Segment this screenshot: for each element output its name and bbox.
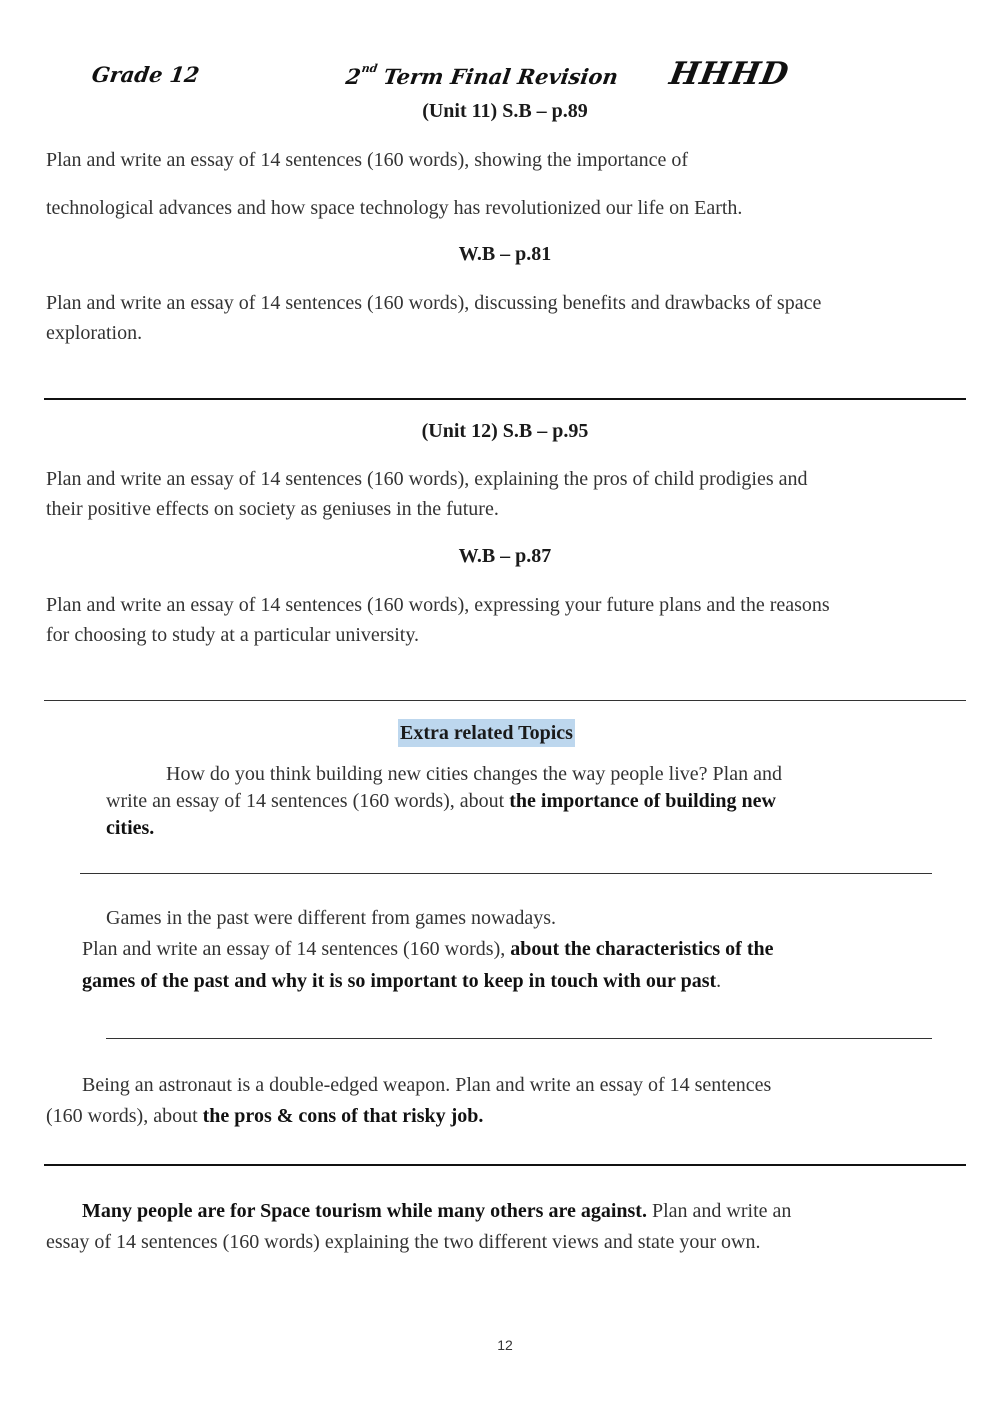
unit11-sb-line1: Plan and write an essay of 14 sentences (160 words), showing the importance of xyxy=(46,149,689,171)
topic1-line1: How do you think building new cities changes the way people live? Plan and xyxy=(166,763,782,785)
topic3-line2 xyxy=(46,1101,483,1131)
unit12-wb-title: W.B – p.87 xyxy=(458,545,552,567)
unit11-wb-line1: Plan and write an essay of 14 sentences (160 words), discussing benefits and drawbacks of space xyxy=(46,292,822,314)
header-logo-text: HHHD xyxy=(666,56,792,92)
section-divider-2 xyxy=(44,700,966,701)
topic2-line2-plain: Plan and write an essay of 14 sentences (160 words), xyxy=(82,938,511,960)
unit12-title: (Unit 12) S.B – p.95 xyxy=(421,420,589,442)
section-divider-1 xyxy=(44,398,966,400)
topic1-line2-plain: write an essay of 14 sentences (160 words), about xyxy=(106,790,510,812)
unit12-wb-line2: for choosing to study at a particular university. xyxy=(46,624,420,646)
unit12-wb-line1: Plan and write an essay of 14 sentences (160 words), expressing your future plans and the reasons xyxy=(46,594,830,616)
topic2-line2 xyxy=(82,934,774,964)
topic-divider-1 xyxy=(80,873,932,874)
topic3-line1: Being an astronaut is a double-edged weapon. Plan and write an essay of 14 sentences xyxy=(82,1074,772,1096)
unit12-sb-line2: their positive effects on society as geniuses in the future. xyxy=(46,498,499,520)
header-grade: Grade 12 xyxy=(90,62,201,87)
topic4-line1-bold: Many people are for Space tourism while many others are against. xyxy=(82,1200,647,1222)
topic1-line3-bold: cities. xyxy=(106,817,155,839)
topic4-line2: essay of 14 sentences (160 words) explaining the two different views and state your own. xyxy=(46,1231,761,1253)
topic2-line3-end: . xyxy=(716,970,722,992)
topic4-line1-plain: Plan and write an xyxy=(646,1200,792,1222)
unit11-title: (Unit 11) S.B – p.89 xyxy=(422,100,588,122)
topic4-line1 xyxy=(82,1196,791,1226)
unit11-wb-title: W.B – p.81 xyxy=(458,243,552,265)
topic2-line2-bold: about the characteristics of the xyxy=(510,938,774,960)
unit12-sb-line1: Plan and write an essay of 14 sentences (160 words), explaining the pros of child prodigies and xyxy=(46,468,808,490)
page-number: 12 xyxy=(497,1337,513,1353)
topic1-line2 xyxy=(106,786,776,816)
section-divider-3 xyxy=(44,1164,966,1166)
topic2-line3 xyxy=(82,966,721,996)
unit11-sb-line2: technological advances and how space technology has revolutionized our life on Earth. xyxy=(46,197,743,219)
topic-divider-2 xyxy=(106,1038,932,1039)
topic1-line3 xyxy=(106,813,154,843)
header-term-title xyxy=(344,64,619,89)
topic2-line1: Games in the past were different from games nowadays. xyxy=(106,907,557,929)
header-term-rest: Term Final Revision xyxy=(374,64,620,89)
unit11-wb-line2: exploration. xyxy=(46,322,143,344)
topic1-line2-bold: the importance of building new xyxy=(509,790,776,812)
header-term-number: 2 xyxy=(344,64,363,89)
topic3-line2-plain: (160 words), about xyxy=(46,1105,203,1127)
header-term-suffix: nd xyxy=(360,62,379,75)
topic2-line3-bold: games of the past and why it is so important to keep in touch with our past xyxy=(82,970,717,992)
topic3-line2-bold: the pros & cons of that risky job. xyxy=(202,1105,484,1127)
extra-topics-title: Extra related Topics xyxy=(398,719,575,747)
